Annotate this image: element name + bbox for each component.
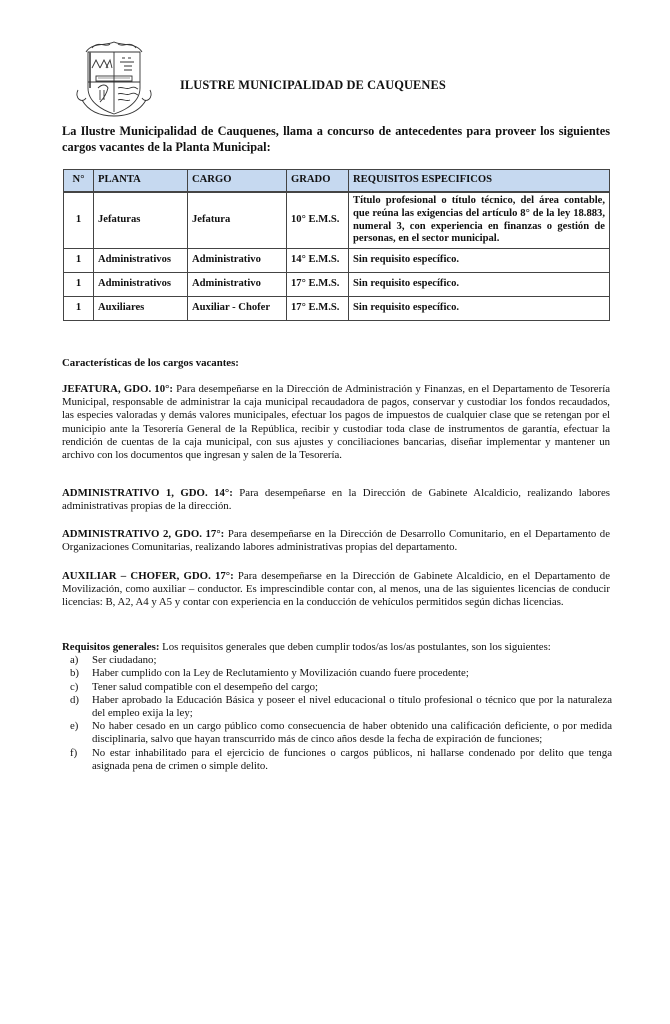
list-item (62, 681, 612, 694)
characteristic-label: ADMINISTRATIVO 1, GDO. 14°: (62, 487, 233, 499)
cell-requisitos: Sin requisito específico. (349, 249, 610, 273)
cell-cargo: Jefatura (188, 192, 287, 249)
table-header-row (64, 170, 610, 193)
characteristic-label: JEFATURA, GDO. 10°: (62, 383, 174, 395)
characteristic-label: ADMINISTRATIVO 2, GDO. 17°: (62, 528, 225, 540)
characteristic-administrativo-1 (62, 487, 610, 513)
characteristics-title: Características de los cargos vacantes: (62, 357, 239, 369)
cell-grado: 10° E.M.S. (287, 192, 349, 249)
list-item (62, 747, 612, 773)
list-marker: f) (70, 746, 78, 759)
list-text: No haber cesado en un cargo público como consecuencia de haber obtenido una calificación deficiente, o por medida disciplinaria, salvo que hayan transcurrido más de cinco años desde la fecha de expiración de funciones; (92, 720, 612, 746)
header-number: N° (64, 170, 94, 193)
list-marker: c) (70, 680, 79, 693)
cell-planta: Auxiliares (94, 297, 188, 321)
cell-cargo: Administrativo (188, 273, 287, 297)
list-text: Ser ciudadano; (92, 654, 157, 667)
characteristic-text: Para desempeñarse en la Dirección de Gabinete Alcaldicio, en el Departamento de Movilización, como auxiliar – conductor. Es imprescindible contar con, al menos, una de las siguientes licencias de conducir licencias: B, A2, A4 y A5 y contar con experiencia en la conducción de vehículos permitidos según dichas licencias. (62, 570, 610, 609)
list-text: Haber aprobado la Educación Básica y poseer el nivel educacional o título profesional o técnico que por la naturaleza del empleo exija la ley; (92, 693, 612, 720)
list-text: Haber cumplido con la Ley de Reclutamiento y Movilización cuando fuere procedente; (92, 667, 469, 680)
list-item (62, 720, 612, 746)
general-requirements-text: Los requisitos generales que deben cumplir todos/as los/as postulantes, son los siguientes: (159, 641, 551, 653)
header-requisitos: REQUISITOS ESPECIFICOS (349, 170, 610, 193)
cell-requisitos: Sin requisito específico. (349, 273, 610, 297)
table-row (64, 192, 610, 249)
list-item (62, 667, 612, 680)
general-requirements-intro (62, 641, 612, 654)
header-cargo: CARGO (188, 170, 287, 193)
list-marker: b) (70, 667, 79, 680)
cell-requisitos: Sin requisito específico. (349, 297, 610, 321)
cell-cargo: Administrativo (188, 249, 287, 273)
header-grado: GRADO (287, 170, 349, 193)
general-requirements (62, 641, 612, 773)
cell-requisitos: Título profesional o título técnico, del área contable, que reúna las exigencias del artículo 8° de la ley 18.883, numeral 3, con experiencia en finanzas o gestión de personas, en el sector municipal. (349, 192, 610, 249)
characteristic-label: AUXILIAR – CHOFER, GDO. 17°: (62, 570, 234, 582)
header-planta: PLANTA (94, 170, 188, 193)
list-marker: a) (70, 654, 79, 667)
cell-planta: Administrativos (94, 273, 188, 297)
cell-grado: 17° E.M.S. (287, 273, 349, 297)
characteristic-text: Para desempeñarse en la Dirección de Administración y Finanzas, en el Departamento de Tesorería Municipal, responsable de administrar la caja municipal recaudadora de pagos, conservar y custodiar los fondos recaudados, las especies valoradas y demás valores municipales, efectuar los pagos de impuestos de cualquier clase que se retengan por el municipio ante la Tesorería General de la República, recibir y custodiar toda clase de instrumentos de garantía, efectuar la rendición de cuentas de la caja municipal, con sus ajustes y conciliaciones bancarias, diseñar implementar y mantener un archivo con los documentos que ingresan y salen de la Tesorería. (62, 383, 610, 462)
characteristic-text: Para desempeñarse en la Dirección de Desarrollo Comunitario, en el Departamento de Organizaciones Comunitarias, realizando labores administrativas propias del departamento. (62, 528, 610, 554)
intro-paragraph: La Ilustre Municipalidad de Cauquenes, llama a concurso de antecedentes para proveer los siguientes cargos vacantes de la Planta Municipal: (62, 124, 610, 154)
cell-planta: Administrativos (94, 249, 188, 273)
list-text: Tener salud compatible con el desempeño del cargo; (92, 680, 318, 693)
table-row (64, 273, 610, 297)
characteristic-administrativo-2 (62, 528, 610, 554)
list-marker: d) (70, 693, 79, 706)
cell-number: 1 (64, 192, 94, 249)
cell-grado: 17° E.M.S. (287, 297, 349, 321)
characteristic-jefatura (62, 383, 610, 462)
cell-number: 1 (64, 249, 94, 273)
cell-number: 1 (64, 273, 94, 297)
cell-grado: 14° E.M.S. (287, 249, 349, 273)
organization-title: ILUSTRE MUNICIPALIDAD DE CAUQUENES (180, 78, 446, 92)
characteristic-auxiliar-chofer (62, 570, 610, 610)
requirements-list (62, 654, 612, 773)
coat-of-arms-icon (72, 38, 156, 118)
cell-number: 1 (64, 297, 94, 321)
characteristic-text: Para desempeñarse en la Dirección de Gabinete Alcaldicio, realizando labores administrativas propias de la dirección. (62, 487, 610, 513)
cell-cargo: Auxiliar - Chofer (188, 297, 287, 321)
list-text: No estar inhabilitado para el ejercicio de funciones o cargos públicos, ni hallarse condenado por delito que tenga asignada pena de crimen o simple delito. (92, 746, 612, 772)
general-requirements-label: Requisitos generales: (62, 641, 160, 653)
table-row (64, 297, 610, 321)
list-item (62, 694, 612, 720)
list-item (62, 654, 612, 667)
vacancies-table (63, 169, 610, 321)
table-row (64, 249, 610, 273)
list-marker: e) (70, 720, 79, 733)
cell-planta: Jefaturas (94, 192, 188, 249)
